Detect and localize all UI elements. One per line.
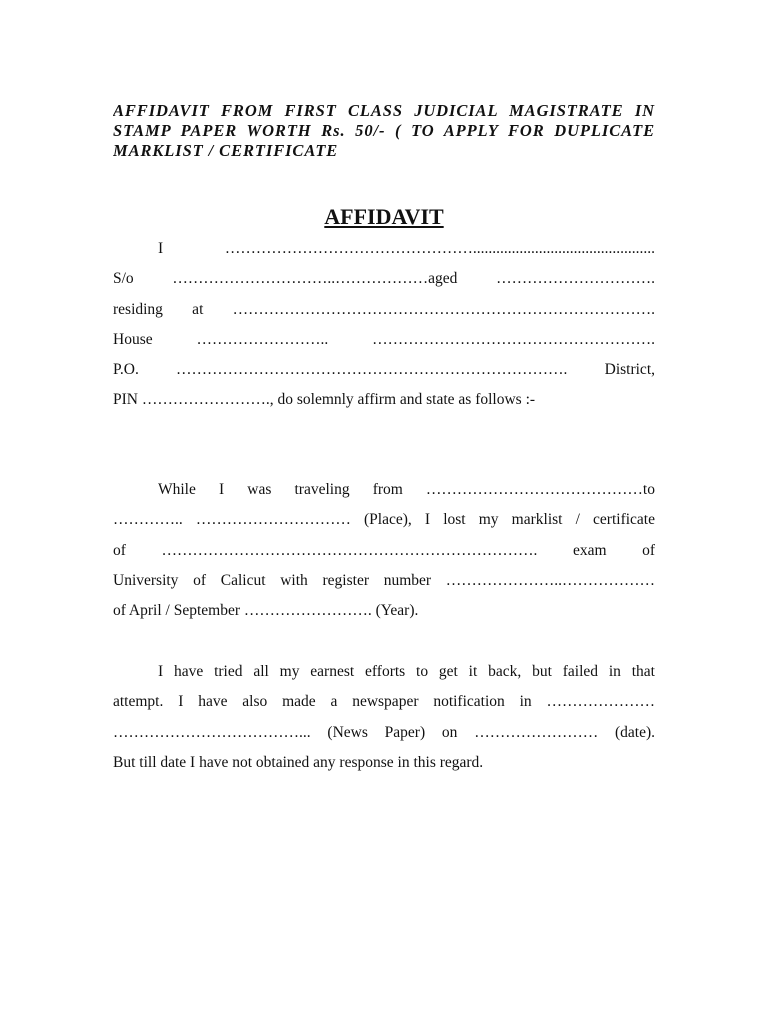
efforts-paragraph [113, 657, 655, 778]
house-line: House …………………….. ………………………………………………. [113, 330, 655, 348]
declarant-details-paragraph [113, 234, 655, 416]
travel-line: While I was traveling from ……………………………………to [158, 481, 655, 498]
loss-details-paragraph [113, 475, 655, 626]
efforts-line-3: ………………………………... (News Paper) on …………………… (date). [113, 723, 655, 741]
place-line: ………….. ………………………… (Place), I lost my marklist / certificate [113, 511, 655, 529]
header-line-2: STAMP PAPER WORTH Rs. 50/- ( TO APPLY FOR DUPLICATE [113, 121, 655, 140]
efforts-line-2: attempt. I have also made a newspaper notification in ………………… [113, 693, 655, 711]
exam-line: of ………………………………………………………………. exam of [113, 541, 655, 559]
pin-line: PIN ……………………., do solemnly affirm and state as follows :- [113, 391, 536, 409]
header-line-3: MARKLIST / CERTIFICATE [113, 141, 339, 160]
parent-age-line: S/o …………………………..………………aged …………………………. [113, 270, 655, 288]
name-line: I …………………………………………............................................... [158, 240, 655, 257]
header-line-1: AFFIDAVIT FROM FIRST CLASS JUDICIAL MAGISTRATE IN [113, 101, 655, 120]
efforts-line-4: But till date I have not obtained any response in this regard. [113, 753, 484, 771]
page-title: AFFIDAVIT [324, 204, 444, 229]
exam-session-line: of April / September ……………………. (Year). [113, 602, 419, 620]
register-number-line: University of Calicut with register number …………………..……………… [113, 571, 655, 589]
residence-line: residing at ………………………………………………………………………. [113, 300, 655, 318]
efforts-line-1: I have tried all my earnest efforts to get it back, but failed in that [158, 663, 655, 680]
post-office-line: P.O. …………………………………………………………………. District, [113, 361, 655, 379]
document-header [113, 101, 655, 161]
